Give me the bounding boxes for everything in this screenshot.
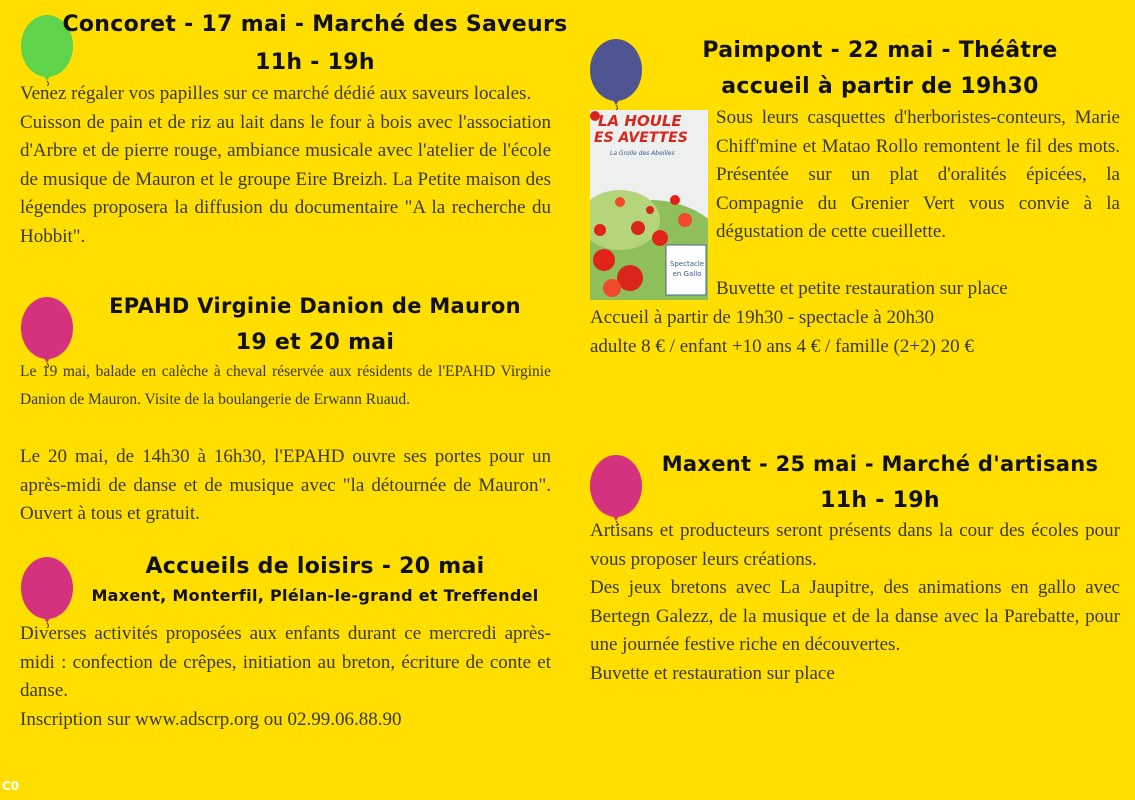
- loisirs-description: [20, 620, 551, 734]
- poster-title-line1: LA HOULE: [598, 112, 682, 130]
- poster-badge-line1: Spectacle: [669, 260, 705, 268]
- epahd-paragraph: Le 20 mai, de 14h30 à 16h30, l'EPAHD ouvre ses portes pour un après-midi de danse et de musique avec "la détournée de Mauron". Ouvert à tous et gratuit.: [20, 446, 551, 525]
- theatre-poster: [590, 110, 708, 300]
- poster-title-line2: ES AVETTES: [594, 130, 688, 146]
- loisirs-paragraph: Diverses activités proposées aux enfants durant ce mercredi après-midi : confection de crêpes, initiation au breton, écriture de conte et danse.: [20, 623, 551, 702]
- concoret-paragraph: Venez régaler vos papilles sur ce marché dédié aux saveurs locales.: [20, 83, 532, 104]
- epahd-small-paragraph: Le 19 mai, balade en calèche à cheval réservée aux résidents de l'EPAHD Virginie Danion de Mauron. Visite de la boulangerie de Erwann Ruaud.: [20, 363, 551, 408]
- paimpont-subtitle: accueil à partir de 19h30: [721, 74, 1039, 99]
- paimpont-title: Paimpont - 22 mai - Théâtre: [702, 38, 1058, 63]
- maxent-hours: 11h - 19h: [820, 488, 940, 513]
- paimpont-description: Sous leurs casquettes d'herboristes-conteurs, Marie Chiff'mine et Matao Rollo remontent le fil des mots. Présentée sur un plat d'oralités épicées, la Compagnie du Grenier Vert vous convie à la dégustation de cette cueillette.: [716, 107, 1120, 243]
- epahd-title: EPAHD Virginie Danion de Mauron: [109, 294, 521, 318]
- maxent-description: [590, 517, 1120, 689]
- concoret-hours: 11h - 19h: [255, 50, 375, 75]
- maxent-title: Maxent - 25 mai - Marché d'artisans: [661, 452, 1099, 476]
- poster-badge-line2: en Gallo: [672, 270, 702, 278]
- paimpont-accueil: Accueil à partir de 19h30 - spectacle à 20h30: [590, 307, 934, 328]
- maxent-buvette: Buvette et restauration sur place: [590, 662, 835, 684]
- paimpont-buvette: Buvette et petite restauration sur place: [716, 278, 1008, 299]
- page-mark: C0: [2, 779, 20, 793]
- loisirs-inscription: Inscription sur www.adscrp.org ou 02.99.06.88.90: [20, 708, 402, 730]
- loisirs-subtitle: Maxent, Monterfil, Plélan-le-grand et Treffendel: [91, 586, 539, 605]
- concoret-description: [20, 80, 551, 252]
- loisirs-title: Accueils de loisirs - 20 mai: [145, 554, 485, 579]
- concoret-paragraph: Cuisson de pain et de riz au lait dans le four à bois avec l'association d'Arbre et de pierre rouge, ambiance musicale avec l'atelier de l'école de musique de Mauron et le groupe Eire Breizh. La Petite maison des légendes proposera la diffusion du documentaire "A la recherche du Hobbit".: [20, 111, 551, 247]
- epahd-dates: 19 et 20 mai: [235, 330, 395, 355]
- maxent-paragraph: Des jeux bretons avec La Jaupitre, des animations en gallo avec Bertegn Galezz, de la musique et de la danse avec la Parebatte, pour une journée festive riche en découvertes.: [590, 577, 1120, 656]
- paimpont-tarifs: adulte 8 € / enfant +10 ans 4 € / famille (2+2) 20 €: [590, 336, 974, 357]
- concoret-title: Concoret - 17 mai - Marché des Saveurs: [62, 12, 568, 37]
- maxent-paragraph: Artisans et producteurs seront présents dans la cour des écoles pour vous proposer leurs créations.: [590, 520, 1120, 570]
- poster-tagline: La Grolle des Abeilles: [610, 150, 675, 157]
